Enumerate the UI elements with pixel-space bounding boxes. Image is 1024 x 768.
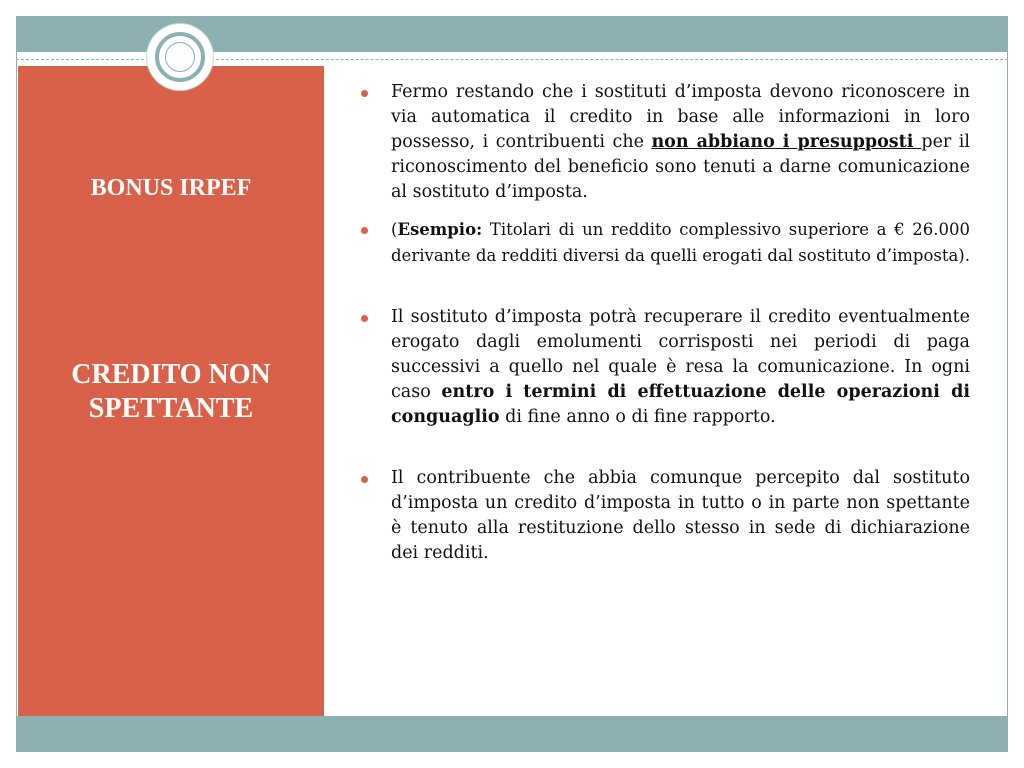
bullet-text: per il riconoscimento del beneficio sono tenuti a darne comunicazione al sostituto d’imposta.	[391, 132, 970, 202]
bullet-item	[357, 80, 970, 205]
circle-ring	[155, 32, 205, 82]
bullet-text: Il contribuente che abbia comunque percepito dal sostituto d’imposta un credito d’imposta in tutto o in parte non spettante è tenuto alla restituzione dello stesso in sede di dichiarazione dei redditi.	[391, 468, 970, 563]
bullet-emphasis: entro i termini di effettuazione delle operazioni di conguaglio	[391, 382, 970, 427]
bullet-icon	[361, 476, 368, 483]
circle-inner	[165, 42, 195, 72]
slide-title: BONUS IRPEF	[90, 175, 252, 201]
bullet-text: Titolari di un reddito complessivo superiore a € 26.000 derivante da redditi diversi da quelli erogati dal sostituto d’imposta).	[391, 220, 970, 265]
bullet-item	[357, 305, 970, 430]
bullet-item	[357, 466, 970, 566]
bullet-icon	[361, 227, 368, 234]
bullet-icon	[361, 315, 368, 322]
bullet-text: di fine anno o di fine rapporto.	[499, 407, 776, 427]
bullet-text: Il sostituto d’imposta potrà recuperare il credito eventualmente erogato dagli emolumenti corrisposti nei periodi di paga successivi a quello nel quale è resa la comunicazione. In ogni caso	[391, 307, 970, 402]
bullet-text: (	[391, 220, 398, 239]
bullet-emphasis: non abbiano i presupposti	[651, 132, 922, 152]
slide-subtitle: CREDITO NON SPETTANTE	[71, 359, 271, 424]
bottom-band	[16, 716, 1008, 752]
circle-ornament-icon	[147, 24, 213, 90]
content-area	[357, 80, 970, 566]
bullet-list	[357, 80, 970, 566]
bullet-emphasis: Esempio:	[397, 220, 483, 239]
bullet-item	[357, 217, 970, 269]
bullet-text: Fermo restando che i sostituti d’imposta devono riconoscere in via automatica il credito in base alle informazioni in loro possesso, i contribuenti che	[391, 82, 970, 152]
bullet-icon	[361, 90, 368, 97]
